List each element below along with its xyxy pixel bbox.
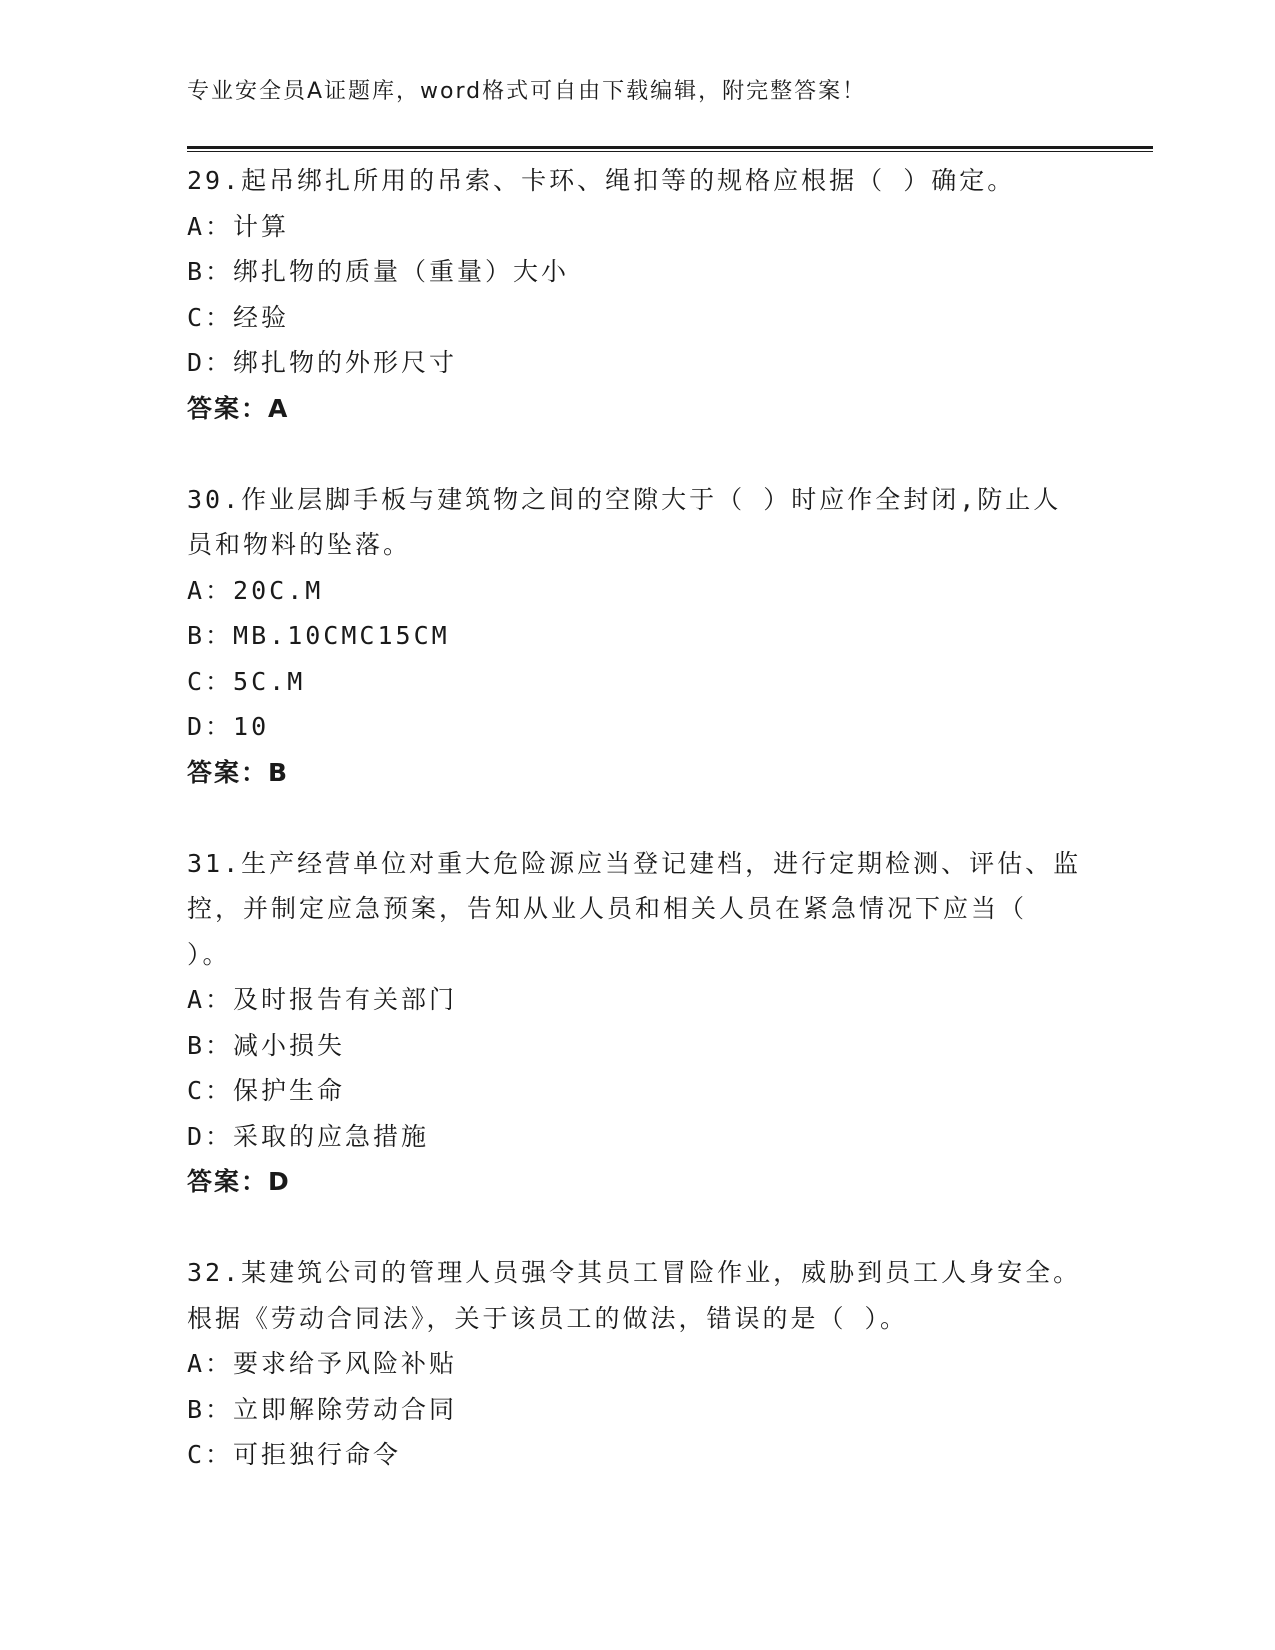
option-c: C：5C.M [187, 666, 306, 696]
option-b: B：立即解除劳动合同 [187, 1394, 458, 1424]
answer: 答案：A [187, 393, 290, 423]
option-b: B：MB.10CMC15CM [187, 621, 450, 650]
option-c: C：可拒独行命令 [187, 1440, 402, 1469]
answer: 答案：B [187, 757, 290, 787]
question-stem: 32.某建筑公司的管理人员强令其员工冒险作业，威胁到员工人身安全。根据《劳动合同法》，关于该员工的做法，错误的是（ ）。 [187, 1258, 1082, 1333]
question-30 [187, 477, 1087, 796]
question-31 [187, 841, 1087, 1205]
spacer [187, 1205, 1087, 1251]
option-a: A：及时报告有关部门 [187, 985, 458, 1014]
option-a: A：要求给予风险补贴 [187, 1349, 458, 1378]
option-b: B：减小损失 [187, 1030, 346, 1060]
question-list [187, 158, 1087, 1478]
option-a: A：20C.M [187, 575, 324, 605]
spacer [187, 431, 1087, 477]
option-b: B：绑扎物的质量（重量）大小 [187, 257, 570, 286]
option-c: C：保护生命 [187, 1076, 346, 1105]
header-note: 专业安全员A证题库，word格式可自由下载编辑，附完整答案！ [187, 79, 867, 104]
header-rule-thin [187, 151, 1153, 152]
option-d: D：采取的应急措施 [187, 1121, 430, 1151]
option-c: C：经验 [187, 302, 290, 332]
option-a: A：计算 [187, 211, 290, 241]
question-stem: 30.作业层脚手板与建筑物之间的空隙大于（ ）时应作全封闭,防止人员和物料的坠落。 [187, 484, 1062, 559]
option-d: D：10 [187, 712, 270, 741]
spacer [187, 795, 1087, 841]
answer: 答案：D [187, 1167, 291, 1196]
question-32 [187, 1250, 1087, 1478]
question-stem: 31.生产经营单位对重大危险源应当登记建档，进行定期检测、评估、监控，并制定应急预案，告知从业人员和相关人员在紧急情况下应当（ ）。 [187, 848, 1082, 969]
option-d: D：绑扎物的外形尺寸 [187, 348, 458, 377]
question-29 [187, 158, 1087, 431]
question-stem: 29.起吊绑扎所用的吊索、卡环、绳扣等的规格应根据（ ）确定。 [187, 166, 1016, 195]
header-rule-thick [187, 146, 1153, 149]
